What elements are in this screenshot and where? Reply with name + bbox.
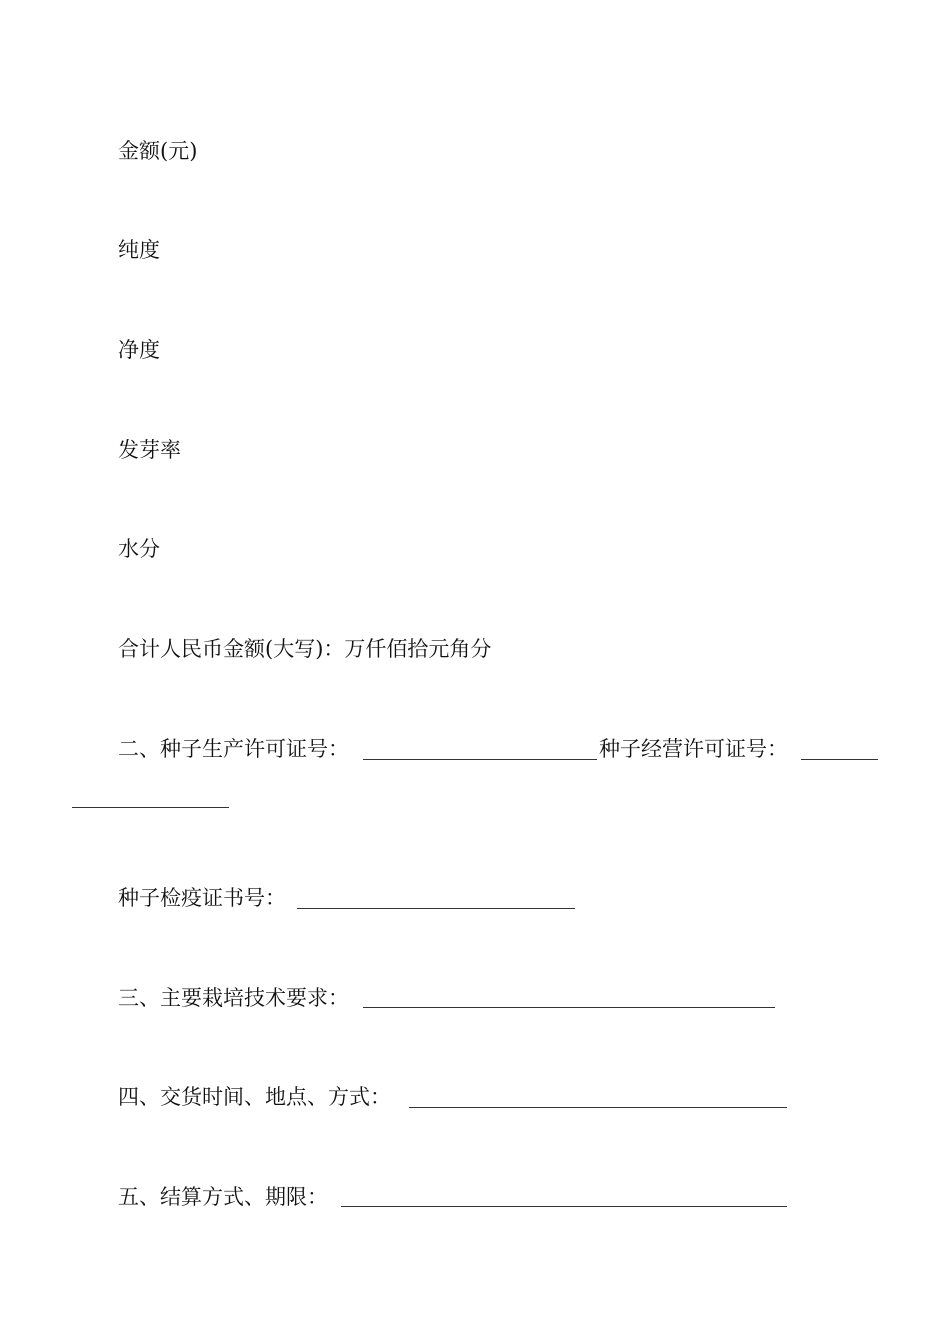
operation-license-blank[interactable] — [801, 759, 878, 760]
cultivation-requirements-label: 三、主要栽培技术要求： — [118, 986, 349, 1010]
quarantine-blank[interactable] — [297, 908, 575, 909]
total-amount-text: 合计人民币金额(大写)：万仟佰拾元角分 — [118, 637, 492, 661]
delivery-blank[interactable] — [409, 1107, 787, 1108]
production-license-label: 二、种子生产许可证号： — [118, 737, 349, 761]
quarantine-label: 种子检疫证书号： — [118, 886, 286, 910]
field-purity-label: 纯度 — [118, 238, 160, 262]
field-germination-label: 发芽率 — [118, 438, 181, 462]
operation-license-blank-continued[interactable] — [72, 807, 229, 808]
delivery-label: 四、交货时间、地点、方式： — [118, 1085, 391, 1109]
operation-license-label: 种子经营许可证号： — [599, 737, 788, 761]
cultivation-requirements-blank[interactable] — [363, 1007, 775, 1008]
production-license-blank[interactable] — [363, 759, 597, 760]
settlement-blank[interactable] — [341, 1206, 787, 1207]
field-amount-label: 金额(元) — [118, 139, 198, 163]
settlement-label: 五、结算方式、期限： — [118, 1185, 328, 1209]
field-moisture-label: 水分 — [118, 537, 160, 561]
field-cleanliness-label: 净度 — [118, 338, 160, 362]
